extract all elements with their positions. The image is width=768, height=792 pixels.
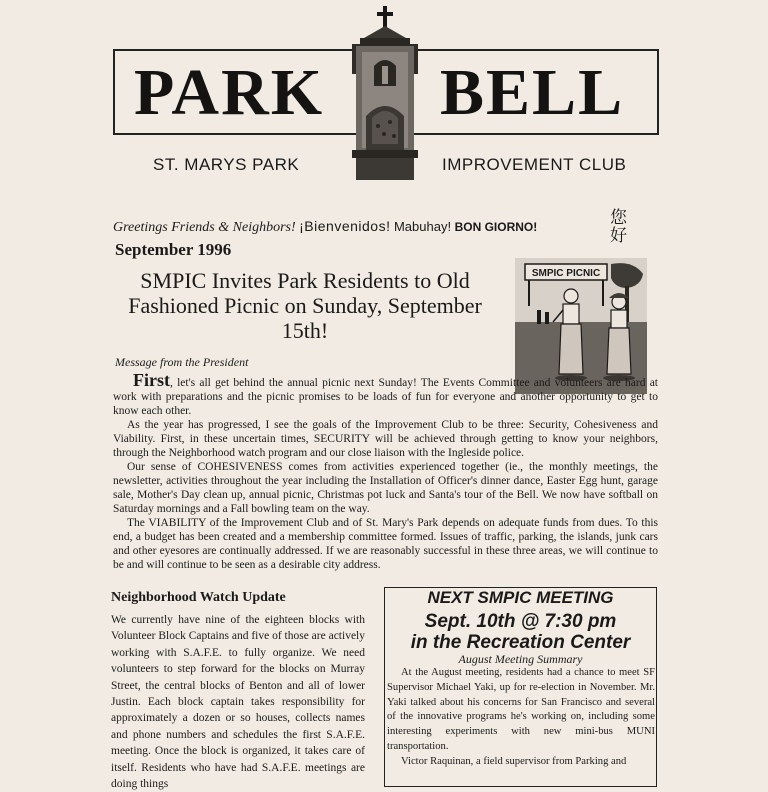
article-lead-text: , let's all get behind the annual picnic next Sunday! The Events Committee and volunteers are hard at work with preparations and the picnic promises to be loads of fun for everyone and another opportunity to get to know each other. <box>113 377 658 417</box>
meeting-summary-body <box>387 666 655 768</box>
headline: SMPIC Invites Park Residents to Old Fashioned Picnic on Sunday, September 15th! <box>128 268 482 343</box>
issue-date: September 1996 <box>115 240 232 259</box>
article-paragraph: The VIABILITY of the Improvement Club and of St. Mary's Park depends on adequate funds from dues. To this end, a budget has been created and a membership committee formed. Issues of traffic, parking, the islands, junk cars and other eyesores are continually addressed. If we are reasonably successful in these three areas, we will continue to be and will continue to be seen as a desirable city address. <box>113 517 658 571</box>
picnic-sign-text: SMPIC PICNIC <box>531 268 601 279</box>
neighborhood-watch-body: We currently have nine of the eighteen blocks with Volunteer Block Captains and five of those are actively working with S.A.F.E. to fully organize. We need volunteers to step forward for the blocks on Murray Street, the central blocks of Benton and all of lower Justin. Each block captain takes responsibility for approximately a dozen or so houses, collects names and phone numbers and schedules the first S.A.F.E. meeting. Once the block is organized, it takes care of itself. Residents who have had S.A.F.E. meetings are doing things <box>111 614 365 791</box>
article-paragraph: Our sense of COHESIVENESS comes from activities experienced together (ie., the monthly meetings, the newsletter, activities throughout the year including the Installation of Officer's dinner dance, Easter Egg hunt, garage sale, Mother's Day clean up, annual picnic, Christmas pot luck and Santa's tour of the Bell. We now have softball on Saturday mornings and a Fall bowling team on the way. <box>113 461 658 515</box>
greeting-spanish: ¡Bienvenidos! <box>299 218 391 234</box>
meeting-when <box>384 611 657 653</box>
meeting-date-time: Sept. 10th @ 7:30 pm <box>424 611 617 632</box>
president-article <box>113 370 658 572</box>
message-from-president-label: Message from the President <box>115 355 249 369</box>
masthead-subtitle-left: ST. MARYS PARK <box>153 155 300 174</box>
greeting-chinese: 您好 <box>610 208 627 246</box>
masthead-title-left: PARK <box>134 56 325 129</box>
meeting-summary-paragraph: Victor Raquinan, a field supervisor from Parking and <box>401 755 627 767</box>
greeting-italian: BON GIORNO! <box>454 220 538 234</box>
bell-tower-illustration <box>342 4 428 180</box>
masthead-title-right: BELL <box>440 56 625 129</box>
meeting-title: NEXT SMPIC MEETING <box>427 588 614 607</box>
greetings-line <box>113 218 633 236</box>
greeting-tagalog: Mabuhay! <box>393 219 452 234</box>
meeting-summary-paragraph: At the August meeting, residents had a chance to meet SF Supervisor Michael Yaki, up for re-election in November. Mr. Yaki talked about his concerns for San Francisco and several of the innovative programs he's working on, including some interesting experiments with new mini-bus MUNI transportation. <box>387 667 655 752</box>
article-paragraph <box>113 370 658 418</box>
meeting-summary-label: August Meeting Summary <box>458 652 583 666</box>
neighborhood-watch-title: Neighborhood Watch Update <box>111 590 286 605</box>
meeting-location: in the Recreation Center <box>410 632 631 653</box>
greeting-english: Greetings Friends & Neighbors! <box>113 220 296 235</box>
masthead-subtitle-right: IMPROVEMENT CLUB <box>442 155 627 174</box>
article-paragraph: As the year has progressed, I see the goals of the Improvement Club to be three: Security, Cohesiveness and Viability. First, in these uncertain times, SECURITY will be achieved through getting to know your neighbors, through the Neighborhood watch program and our close liaison with the Ingleside police. <box>113 419 658 459</box>
article-lead-word: First <box>133 370 170 390</box>
